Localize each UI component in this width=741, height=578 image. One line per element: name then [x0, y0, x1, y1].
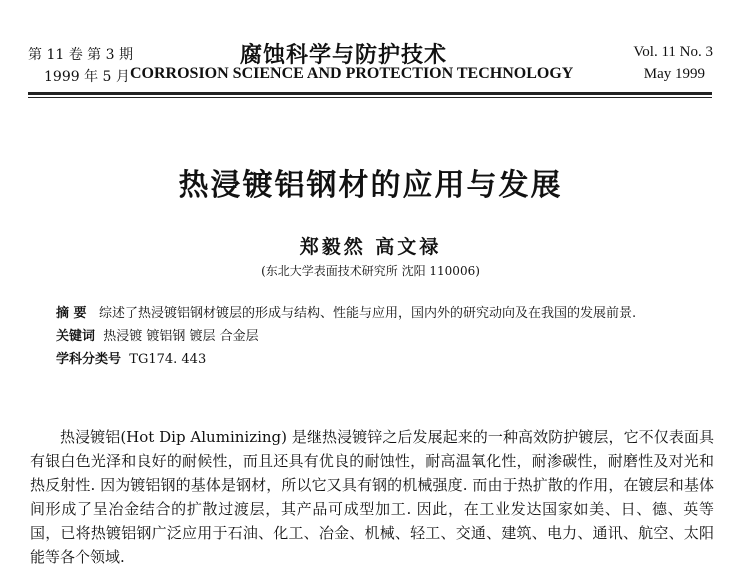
body-text: [30, 425, 714, 569]
classification-label: 学科分类号: [56, 352, 122, 367]
article-authors: 郑毅然 高文禄: [299, 236, 442, 258]
abstract-text: 综述了热浸镀铝钢材镀层的形成与结构、性能与应用，国内外的研究动向及在我国的发展前景.: [98, 306, 637, 321]
header-rule-thick: [28, 92, 712, 95]
classification-text: TG174. 443: [129, 352, 207, 367]
journal-title-cn: 腐蚀科学与防护技术: [240, 42, 448, 68]
abstract-block: [56, 302, 686, 371]
classification-row: [56, 348, 686, 371]
header-rule-thin: [28, 97, 712, 98]
keywords-label: 关键词: [56, 329, 96, 344]
journal-title-en: CORROSION SCIENCE AND PROTECTION TECHNOLOGY: [130, 65, 574, 82]
article-title: 热浸镀铝钢材的应用与发展: [178, 168, 563, 203]
date-cn: 1999 年 5 月: [44, 69, 130, 85]
keywords-row: [56, 325, 686, 348]
volume-issue-en: Vol. 11 No. 3: [633, 44, 713, 60]
volume-issue-cn: 第 11 卷 第 3 期: [28, 47, 133, 63]
body-paragraph: 热浸镀铝(Hot Dip Aluminizing) 是继热浸镀锌之后发展起来的一种高效防护镀层，它不仅表面具有银白色光泽和良好的耐候性，而且还具有优良的耐蚀性，耐高温氧化性，耐渗碳性，耐磨性及对光和热反射性. 因为镀铝钢的基体是钢材，所以它又具有钢的机械强度. 而由于热扩散的作用，在镀层和基体间形成了呈冶金结合的扩散过渡层，其产品可成型加工. 因此，在工业发达国家如美、日、德、英等国，已将热镀铝钢广泛应用于石油、化工、冶金、机械、轻工、交通、建筑、电力、通讯、航空、太阳能等各个领域.: [30, 428, 714, 566]
abstract-row: [56, 302, 686, 325]
author-affiliation: (东北大学表面技术研究所 沈阳 110006): [261, 264, 480, 278]
abstract-label: 摘 要: [56, 306, 87, 321]
keywords-text: 热浸镀 镀铝钢 镀层 合金层: [103, 329, 259, 344]
date-en: May 1999: [643, 66, 705, 82]
